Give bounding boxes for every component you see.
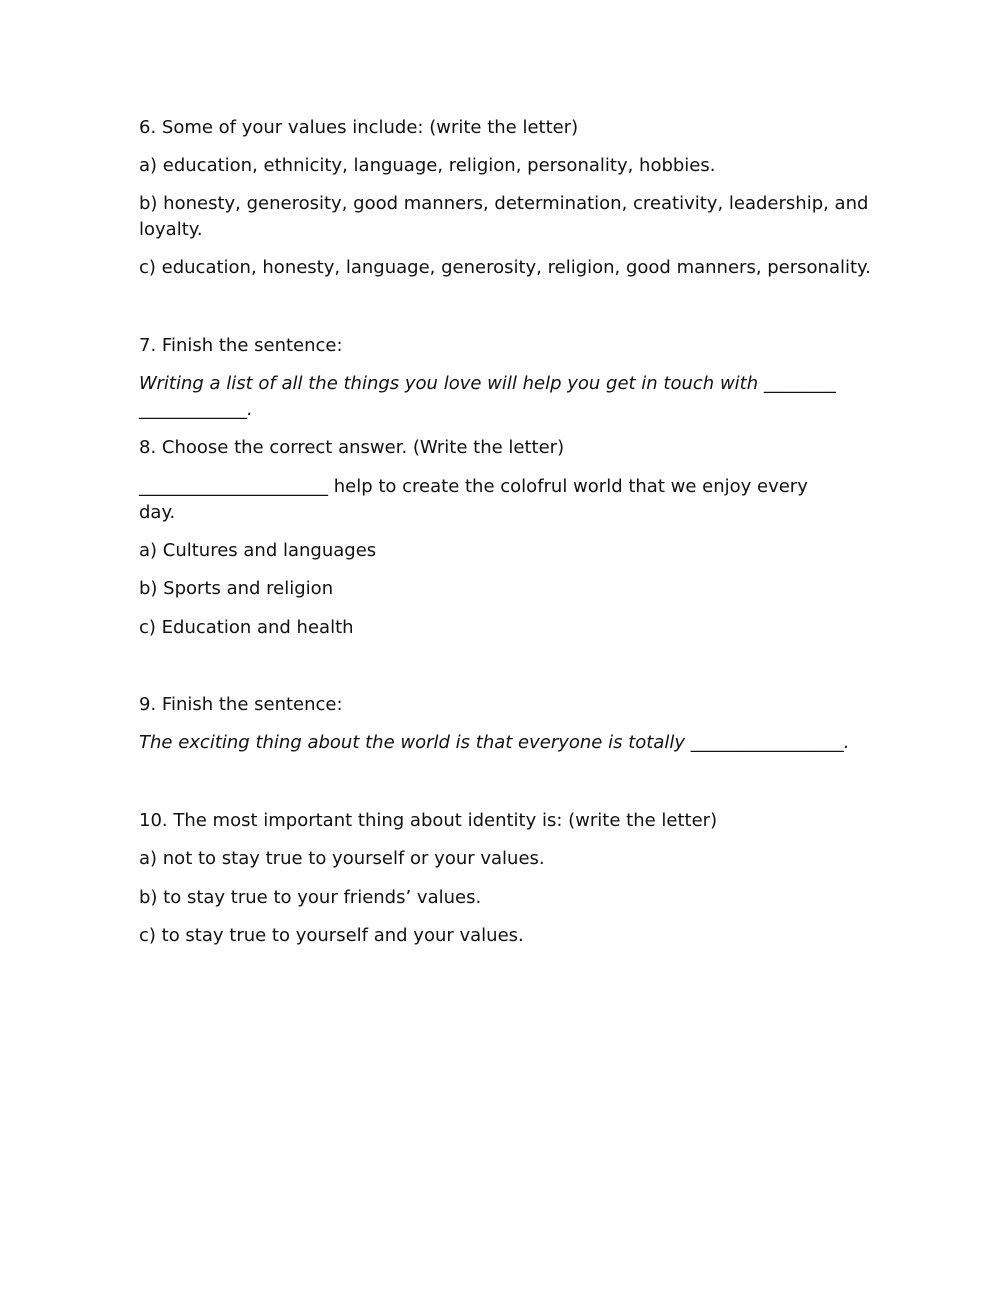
q6-option-b-line2: loyalty. xyxy=(139,219,203,240)
q8-question: 8. Choose the correct answer. (Write the letter) xyxy=(139,437,565,458)
q10-question: 10. The most important thing about identity is: (write the letter) xyxy=(139,810,718,831)
q7-sentence-line1: Writing a list of all the things you love will help you get in touch with ________ xyxy=(139,373,836,394)
q8-prompt-line1: _____________________ help to create the colofrul world that we enjoy every xyxy=(139,476,808,497)
q6-option-c: c) education, honesty, language, generosity, religion, good manners, personality. xyxy=(139,257,871,278)
q6-option-b-line1: b) honesty, generosity, good manners, determination, creativity, leadership, and xyxy=(139,193,869,214)
q7-sentence-line2: ____________. xyxy=(139,399,253,420)
q8-prompt-line2: day. xyxy=(139,502,176,523)
q8-option-a: a) Cultures and languages xyxy=(139,540,377,561)
q7-question: 7. Finish the sentence: xyxy=(139,335,343,356)
q9-question: 9. Finish the sentence: xyxy=(139,694,343,715)
q10-option-a: a) not to stay true to yourself or your values. xyxy=(139,848,545,869)
q6-question: 6. Some of your values include: (write the letter) xyxy=(139,117,579,138)
q9-sentence: The exciting thing about the world is that everyone is totally _________________. xyxy=(139,732,850,753)
q6-option-a: a) education, ethnicity, language, religion, personality, hobbies. xyxy=(139,155,716,176)
q10-option-c: c) to stay true to yourself and your values. xyxy=(139,925,524,946)
q8-option-c: c) Education and health xyxy=(139,617,354,638)
q8-option-b: b) Sports and religion xyxy=(139,578,334,599)
q10-option-b: b) to stay true to your friends’ values. xyxy=(139,887,482,908)
